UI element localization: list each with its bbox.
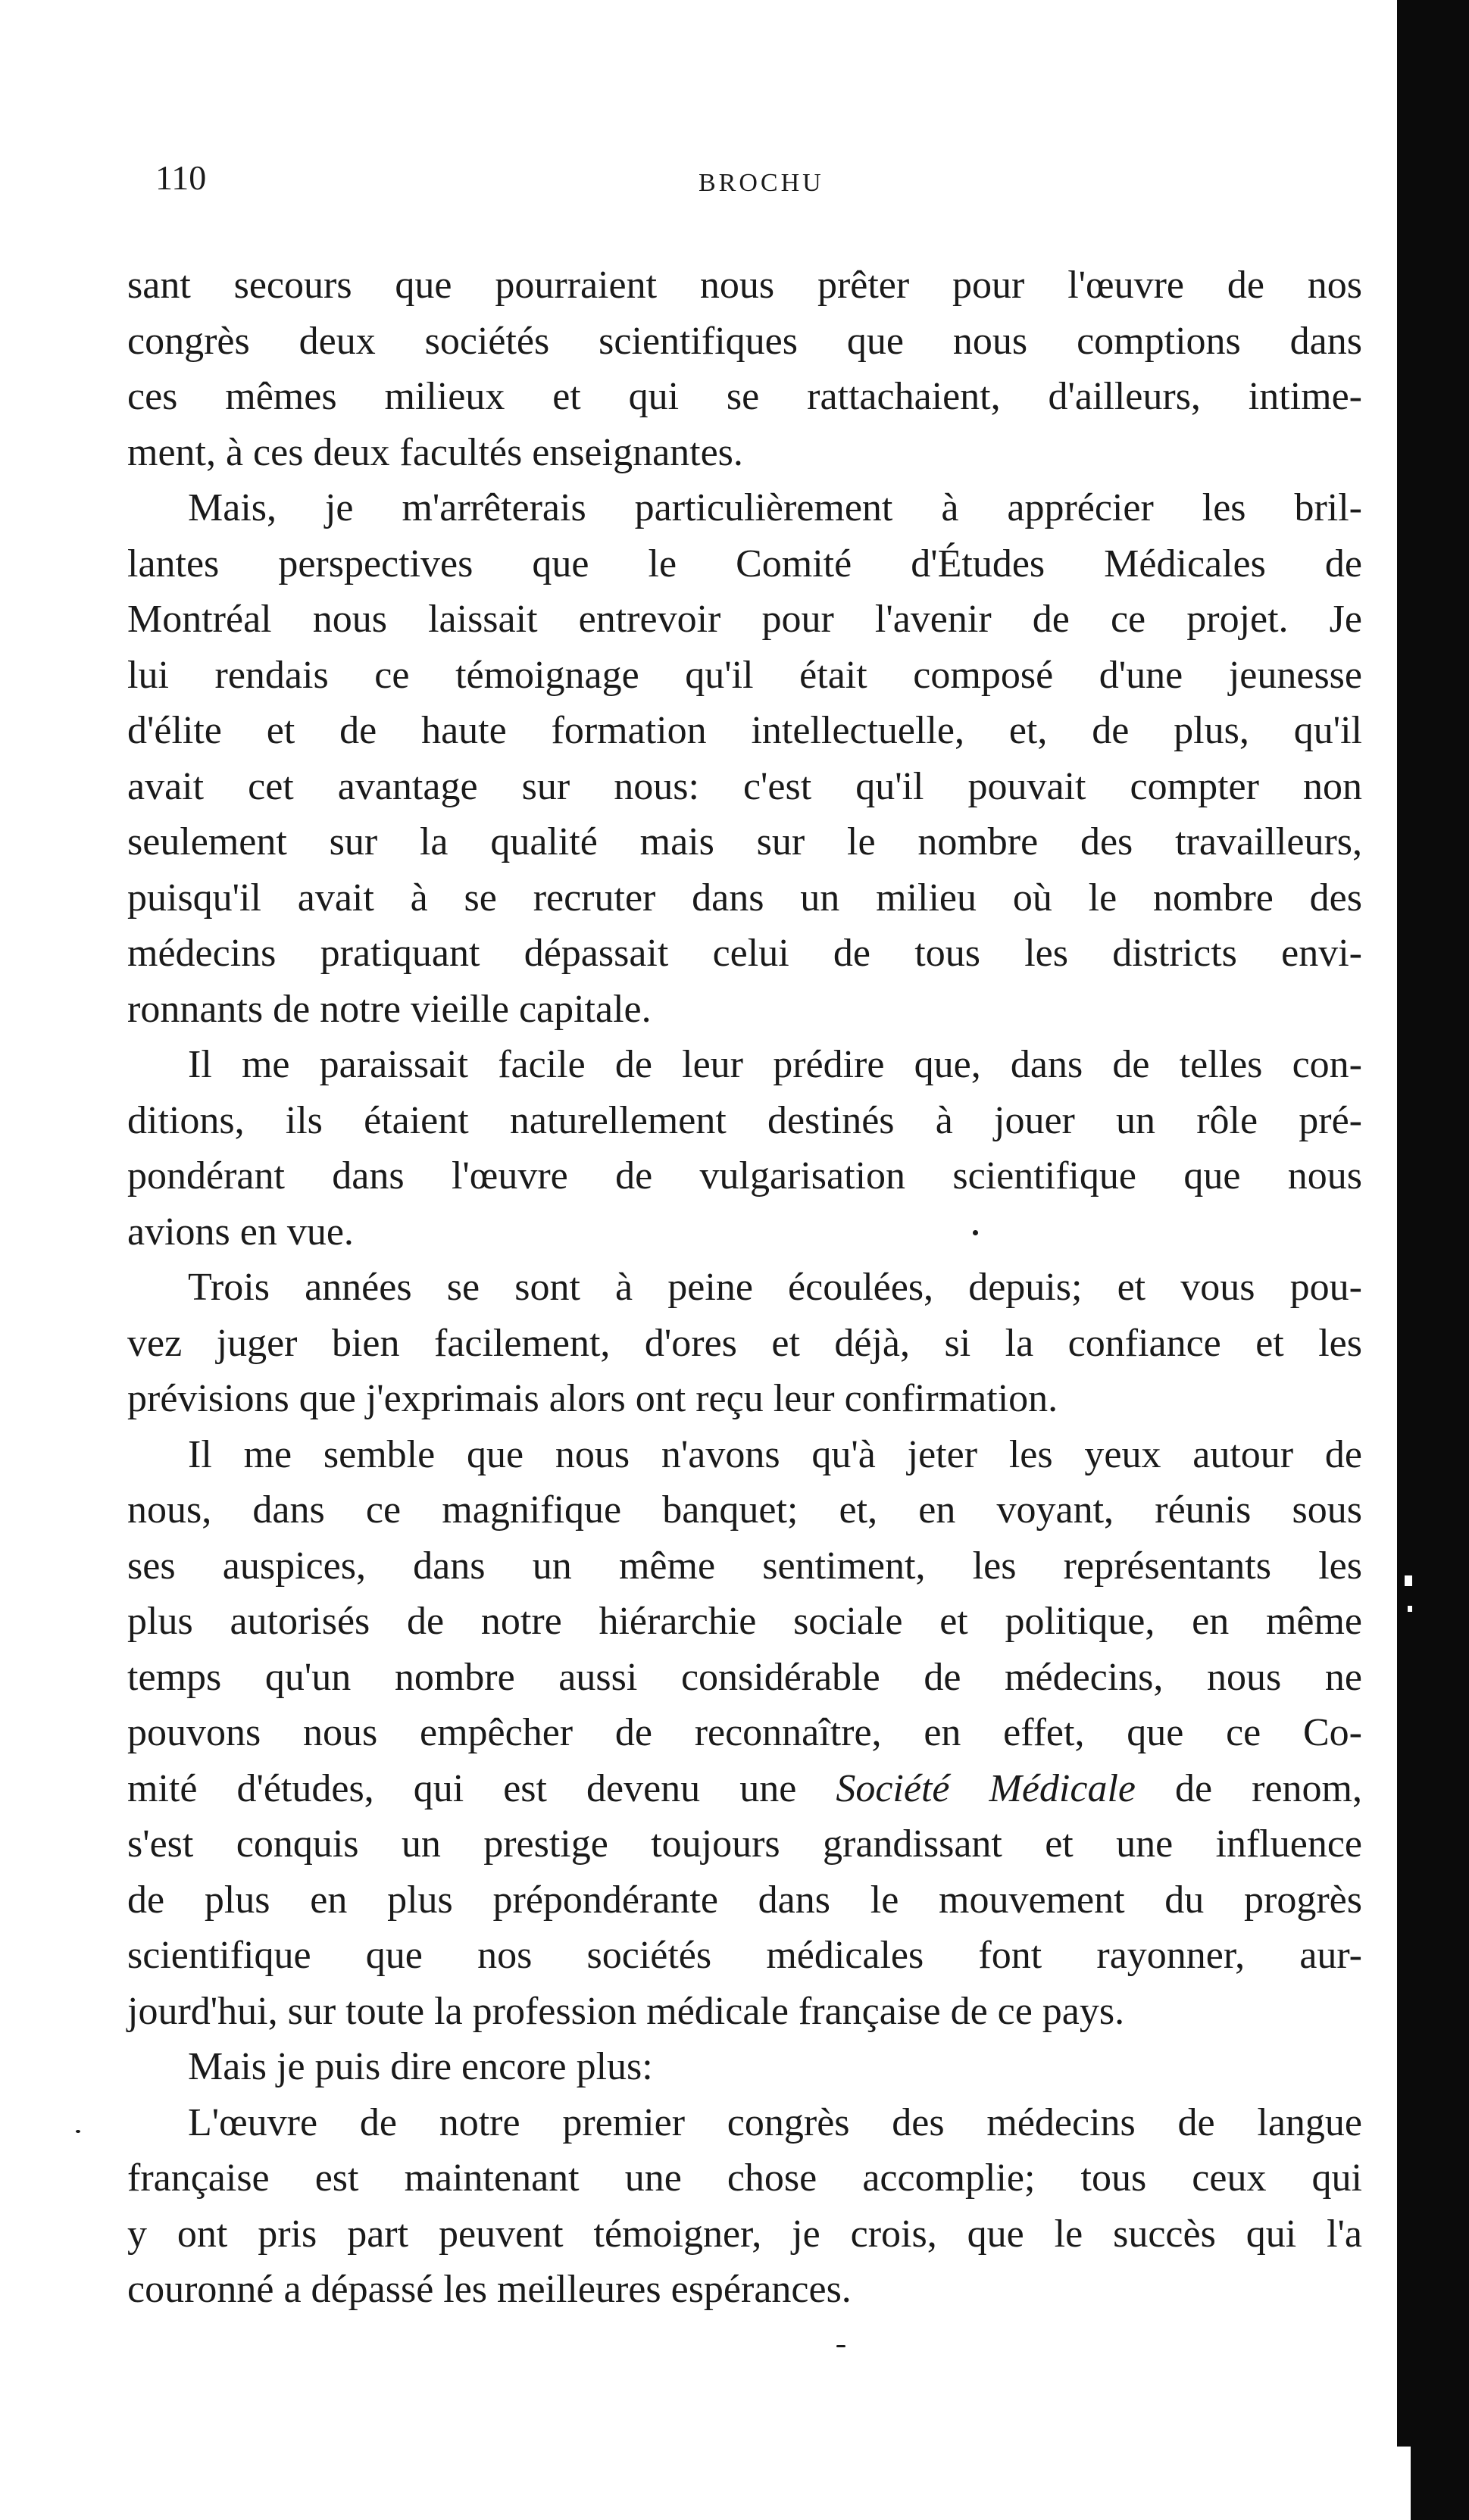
text-line: Montréal nous laissait entrevoir pour l'avenir de ce projet. Je: [127, 598, 1362, 641]
text-line: L'œuvre de notre premier congrès des médecins de langue: [188, 2100, 1362, 2144]
text-line: Il me semble que nous n'avons qu'à jeter les yeux autour de: [188, 1432, 1362, 1476]
book-binding-edge: [1397, 0, 1469, 2520]
binding-speck: [1397, 2447, 1411, 2520]
binding-speck: [1408, 1606, 1412, 1612]
ink-speck: [973, 1230, 978, 1235]
text-line: ment, à ces deux facultés enseignantes.: [127, 430, 743, 474]
text-line: avait cet avantage sur nous: c'est qu'il pouvait compter non: [127, 764, 1362, 808]
text-line: lui rendais ce témoignage qu'il était composé d'une jeunesse: [127, 653, 1362, 697]
text-line: jourd'hui, sur toute la profession médicale française de ce pays.: [127, 1989, 1125, 2033]
text-line: seulement sur la qualité mais sur le nombre des travailleurs,: [127, 820, 1362, 863]
running-title: BROCHU: [699, 169, 824, 197]
text-line: congrès deux sociétés scientifiques que nous comptions dans: [127, 319, 1362, 363]
ink-speck: [76, 2130, 80, 2133]
text-line: Mais, je m'arrêterais particulièrement à apprécier les bril-: [188, 486, 1362, 529]
text-line: médecins pratiquant dépassait celui de tous les districts envi-: [127, 932, 1362, 975]
text-line: pouvons nous empêcher de reconnaître, en effet, que ce Co-: [127, 1711, 1362, 1754]
text-line: Il me paraissait facile de leur prédire que, dans de telles con-: [188, 1043, 1362, 1086]
text-run: mité d'études, qui est devenu une: [127, 1766, 836, 1810]
text-line: s'est conquis un prestige toujours grandissant et une influence: [127, 1822, 1362, 1866]
text-line: ces mêmes milieux et qui se rattachaient, d'ailleurs, intime-: [127, 375, 1362, 418]
text-line: pondérant dans l'œuvre de vulgarisation scientifique que nous: [127, 1154, 1362, 1198]
text-line: nous, dans ce magnifique banquet; et, en voyant, réunis sous: [127, 1488, 1362, 1532]
running-head: [155, 155, 1360, 208]
text-line: prévisions que j'exprimais alors ont reçu leur confirmation.: [127, 1377, 1058, 1420]
text-line: française est maintenant une chose accomplie; tous ceux qui: [127, 2156, 1362, 2200]
text-line: plus autorisés de notre hiérarchie sociale et politique, en même: [127, 1600, 1362, 1643]
text-line: avions en vue.: [127, 1210, 354, 1254]
text-line: Mais je puis dire encore plus:: [188, 2045, 653, 2088]
text-line: couronné a dépassé les meilleures espérances.: [127, 2268, 852, 2311]
text-line: y ont pris part peuvent témoigner, je crois, que le succès qui l'a: [127, 2212, 1362, 2256]
text-line: ditions, ils étaient naturellement destinés à jouer un rôle pré-: [127, 1098, 1362, 1142]
body-text: [127, 258, 1362, 2318]
text-run: de renom,: [1135, 1766, 1362, 1810]
text-line: ronnants de notre vieille capitale.: [127, 987, 652, 1031]
text-line: lantes perspectives que le Comité d'Études Médicales de: [127, 542, 1362, 586]
text-line: temps qu'un nombre aussi considérable de médecins, nous ne: [127, 1655, 1362, 1699]
binding-speck: [1405, 1575, 1412, 1586]
text-line: vez juger bien facilement, d'ores et déjà, si la confiance et les: [127, 1321, 1362, 1365]
text-line: de plus en plus prépondérante dans le mouvement du progrès: [127, 1878, 1362, 1922]
text-line: [127, 1761, 1362, 1817]
text-line: Trois années se sont à peine écoulées, depuis; et vous pou-: [188, 1266, 1362, 1309]
text-line: d'élite et de haute formation intellectuelle, et, de plus, qu'il: [127, 709, 1362, 752]
text-line: ses auspices, dans un même sentiment, les représentants les: [127, 1544, 1362, 1588]
text-line: puisqu'il avait à se recruter dans un milieu où le nombre des: [127, 876, 1362, 920]
ink-speck: [836, 2345, 845, 2347]
page-number: 110: [155, 158, 207, 197]
text-line: sant secours que pourraient nous prêter pour l'œuvre de nos: [127, 264, 1362, 307]
text-line: scientifique que nos sociétés médicales font rayonner, aur-: [127, 1934, 1362, 1977]
italic-society-name: Société Médicale: [836, 1766, 1136, 1810]
